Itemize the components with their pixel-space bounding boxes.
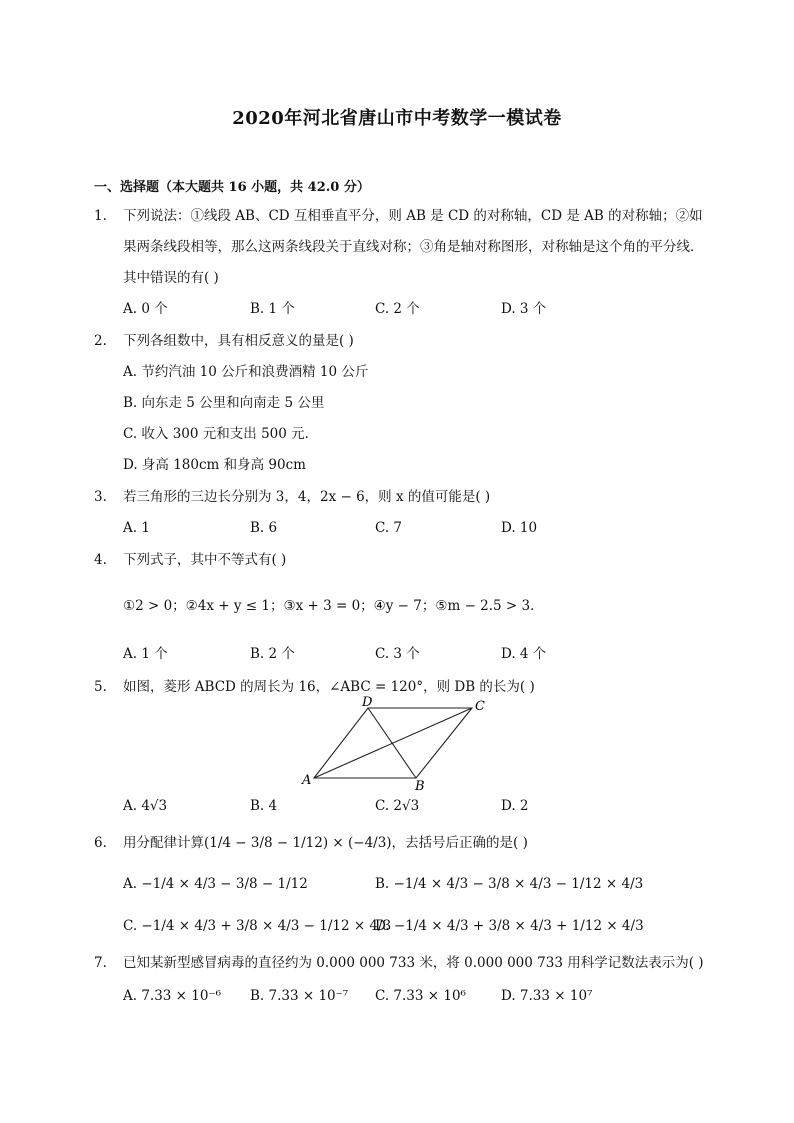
question-number: 1. <box>94 208 107 224</box>
option-c: C. 7 <box>375 520 403 536</box>
option-c: C. 2 个 <box>375 301 420 317</box>
option-c: C. −1/4 × 4/3 + 3/8 × 4/3 − 1/12 × 4/3 <box>123 918 392 934</box>
option-b: B. −1/4 × 4/3 − 3/8 × 4/3 − 1/12 × 4/3 <box>375 876 644 892</box>
question-number: 5. <box>94 679 107 695</box>
option-a: A. 4√3 <box>123 798 168 814</box>
question-number: 4. <box>94 552 107 568</box>
option-d: D. 3 个 <box>501 301 547 317</box>
question-stem: 如图，菱形 ABCD 的周长为 16，∠ABC = 120°，则 DB 的长为( ) <box>123 679 535 695</box>
option-b: B. 1 个 <box>250 301 295 317</box>
question-number: 6. <box>94 835 107 851</box>
question-stem: 用分配律计算(1/4 − 3/8 − 1/12) × (−4/3)，去括号后正确的是( ) <box>123 835 528 851</box>
vertex-label-a: A <box>302 773 312 788</box>
option-b: B. 7.33 × 10⁻⁷ <box>250 988 349 1004</box>
option-c: C. 7.33 × 10⁶ <box>375 988 466 1004</box>
vertex-label-d: D <box>362 696 373 710</box>
question-stem: 下列式子，其中不等式有( ) <box>123 552 287 568</box>
option-d: D. 4 个 <box>501 646 547 662</box>
option-b: B. 6 <box>250 520 278 536</box>
option-d: D. −1/4 × 4/3 + 3/8 × 4/3 + 1/12 × 4/3 <box>375 918 644 934</box>
option-b: B. 4 <box>250 798 278 814</box>
diagonal-db <box>368 708 416 778</box>
question-stem: 下列各组数中，具有相反意义的量是( ) <box>123 333 354 349</box>
option-d: D. 10 <box>501 520 538 536</box>
option-b: B. 向东走 5 公里和向南走 5 公里 <box>123 395 325 411</box>
question-stem: 已知某新型感冒病毒的直径约为 0.000 000 733 米，将 0.000 000 733 用科学记数法表示为( ) <box>123 955 704 971</box>
option-c: C. 2√3 <box>375 798 420 814</box>
option-a: A. −1/4 × 4/3 − 3/8 − 1/12 <box>123 876 308 892</box>
expression-list: ①2 > 0；②4x + y ≤ 1；③x + 3 = 0；④y − 7；⑤m − 2.5 > 3． <box>123 598 544 614</box>
option-d: D. 7.33 × 10⁷ <box>501 988 593 1004</box>
diagonal-ac <box>314 708 472 778</box>
rhombus-figure <box>296 696 496 792</box>
option-a: A. 0 个 <box>123 301 168 317</box>
option-c: C. 3 个 <box>375 646 420 662</box>
option-a: A. 节约汽油 10 公斤和浪费酒精 10 公斤 <box>123 364 369 380</box>
option-a: A. 1 个 <box>123 646 168 662</box>
option-d: D. 2 <box>501 798 529 814</box>
question-number: 3. <box>94 489 107 505</box>
question-stem: 下列说法：①线段 AB、CD 互相垂直平分，则 AB 是 CD 的对称轴，CD 是 AB 的对称轴；②如果两条线段相等，那么这两条线段关于直线对称；③角是轴对称图形，对称轴是这个角的平分线．其中错误的有( ) <box>123 208 704 286</box>
section-heading: 一、选择题（本大题共 16 小题，共 42.0 分） <box>94 180 370 195</box>
vertex-label-c: C <box>475 699 485 714</box>
vertex-label-b: B <box>415 779 425 792</box>
question-number: 2. <box>94 333 107 349</box>
page-title: 2020年河北省唐山市中考数学一模试卷 <box>232 108 562 129</box>
question-stem: 若三角形的三边长分别为 3，4，2x − 6，则 x 的值可能是( ) <box>123 489 491 505</box>
option-a: A. 1 <box>123 520 150 536</box>
option-c: C. 收入 300 元和支出 500 元． <box>123 426 319 442</box>
option-d: D. 身高 180cm 和身高 90cm <box>123 457 306 473</box>
option-b: B. 2 个 <box>250 646 295 662</box>
question-number: 7. <box>94 955 107 971</box>
option-a: A. 7.33 × 10⁻⁶ <box>123 988 222 1004</box>
